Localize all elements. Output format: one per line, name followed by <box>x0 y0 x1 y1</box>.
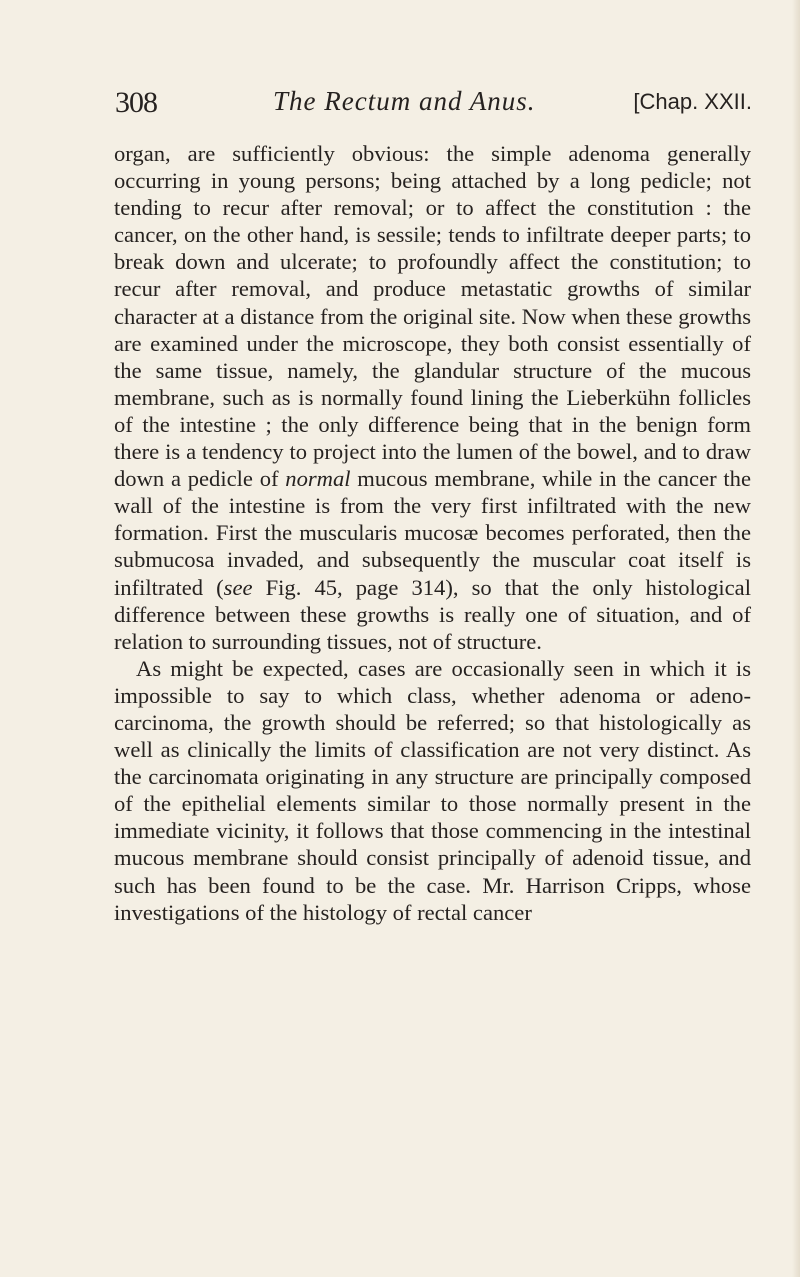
paragraph-1 <box>114 140 751 655</box>
body-text <box>114 140 751 926</box>
running-head <box>115 86 752 122</box>
paragraph-1-part-2: mucous membrane, while in the cancer the wall of the intestine is from the very first infiltrated with the new formation. First the muscularis mucosæ becomes perforated, then the submucosa invaded, and subsequently the muscular coat itself is infiltrated ( <box>114 466 751 600</box>
paragraph-2: As might be expected, cases are occasionally seen in which it is impossible to say to which class, whether adenoma or adeno-carcinoma, the growth should be referred; so that histologically as well as clinically the limits of classification are not very distinct. As the carcinomata originating in any structure are principally composed of the epithelial elements similar to those normally present in the immediate vicinity, it follows that those commencing in the intestinal mucous membrane should consist principally of adenoid tissue, and such has been found to be the case. Mr. Harrison Cripps, whose investigations of the histology of rectal cancer <box>114 655 751 925</box>
italic-see: see <box>223 574 253 600</box>
chapter-reference: [Chap. XXII. <box>633 89 752 114</box>
italic-normal: normal <box>285 466 351 492</box>
page-number: 308 <box>115 86 157 119</box>
page-edge-shadow <box>792 0 800 1277</box>
paragraph-1-part-1: organ, are sufficiently obvious: the simple adenoma generally occurring in young persons; being attached by a long pedicle; not tending to recur after removal; or to affect the constitution : the cancer, on the other hand, is sessile; tends to infiltrate deeper parts; to break down and ulcerate; to profoundly affect the constitution; to recur after removal, and produce metastatic growths of similar character at a distance from the original site. Now when these growths are examined under the microscope, they both consist essentially of the same tissue, namely, the glandular structure of the mucous membrane, such as is normally found lining the Lieberkühn follicles of the intestine ; the only difference being that in the benign form there is a tendency to project into the lumen of the bowel, and to draw down a pedicle of <box>114 141 751 492</box>
paragraph-1-part-3: Fig. 45, page 314), so that the only histological difference between these growths is really one of situation, and of relation to surrounding tissues, not of structure. <box>114 574 751 654</box>
running-title: The Rectum and Anus. <box>273 86 536 116</box>
